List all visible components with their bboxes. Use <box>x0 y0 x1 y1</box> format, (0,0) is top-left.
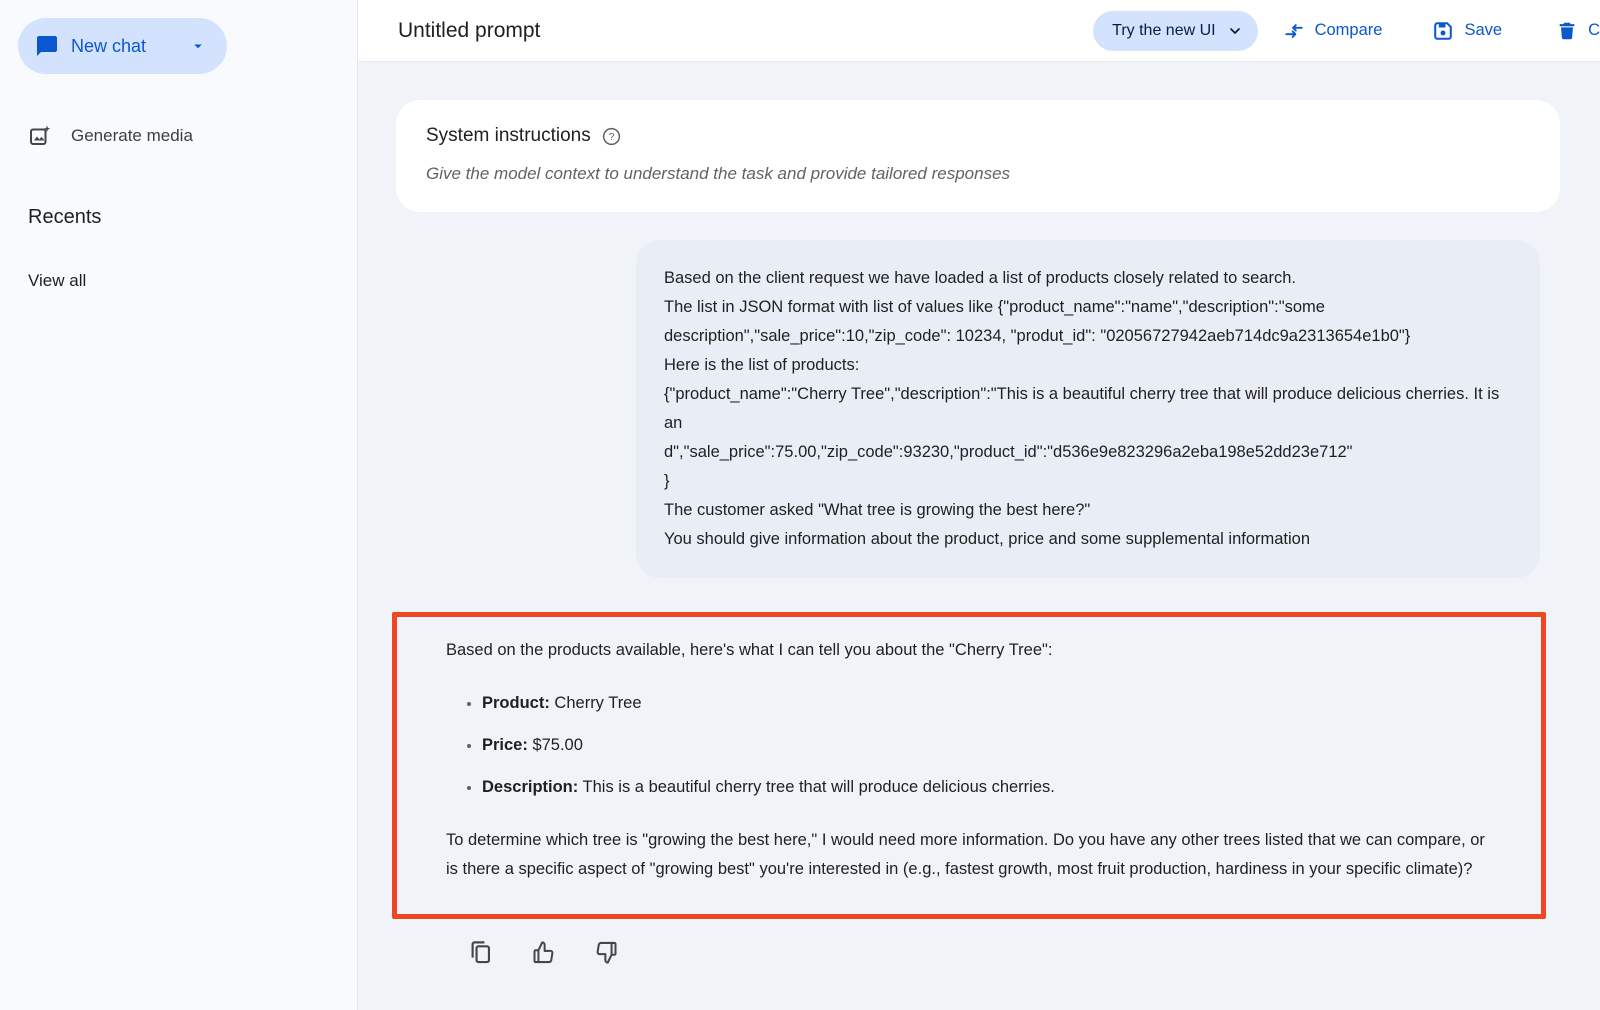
compare-icon <box>1283 20 1305 42</box>
system-instructions-placeholder: Give the model context to understand the task and provide tailored responses <box>426 164 1011 183</box>
header-actions <box>1093 11 1600 51</box>
user-message-line: Based on the client request we have loaded a list of products closely related to search. <box>664 269 1296 287</box>
recents-heading: Recents <box>28 206 102 228</box>
save-label: Save <box>1464 21 1503 39</box>
clear-label: C <box>1588 21 1600 39</box>
page-title[interactable]: Untitled prompt <box>398 18 541 42</box>
response-bullet-price: • Price: $75.00 <box>482 731 1497 760</box>
prompt-content <box>358 62 1600 1010</box>
thumb-up-icon[interactable] <box>530 939 557 966</box>
chevron-down-icon <box>1227 23 1243 39</box>
user-message-line: The list in JSON format with list of values like {"product_name":"name","description":"some description","sale_price":10,"zip_code": 10234, "produt_id": "02056727942aeb714dc9a2313654e1b0"} <box>664 298 1411 345</box>
compare-label: Compare <box>1314 21 1383 39</box>
main-area <box>358 0 1600 1010</box>
save-button[interactable] <box>1432 20 1502 42</box>
user-message-line: You should give information about the product, price and some supplemental information <box>664 530 1311 548</box>
user-message-line: {"product_name":"Cherry Tree","description":"This is a beautiful cherry tree that will produce delicious cherries. It is an <box>664 385 1500 432</box>
new-chat-label: New chat <box>71 35 147 56</box>
svg-text:?: ? <box>608 130 615 143</box>
try-new-ui-button[interactable] <box>1093 11 1257 51</box>
generate-media-icon <box>28 124 52 148</box>
save-icon <box>1432 20 1454 42</box>
clear-button[interactable] <box>1556 20 1600 42</box>
thumb-down-icon[interactable] <box>593 939 620 966</box>
new-chat-button[interactable] <box>18 18 227 74</box>
header <box>358 0 1600 62</box>
generate-media-label: Generate media <box>71 126 193 145</box>
response-bullet-product: • Product: Cherry Tree <box>482 689 1497 718</box>
caret-down-icon[interactable] <box>189 37 207 55</box>
response-bullet-list <box>446 689 1497 802</box>
copy-icon[interactable] <box>467 939 494 966</box>
response-bullet-description: • Description: This is a beautiful cherry tree that will produce delicious cherries. <box>482 773 1497 802</box>
sidebar <box>0 0 358 1010</box>
user-message-bubble[interactable] <box>636 240 1540 578</box>
trash-icon <box>1556 20 1578 42</box>
response-actions <box>467 939 1560 966</box>
response-outro: To determine which tree is "growing the best here," I would need more information. Do you have any other trees listed that we can compare, or is there a specific aspect of "growing best" you're interested in (e.g., fastest growth, most fruit production, hardiness in your specific climate)? <box>446 831 1485 878</box>
try-new-ui-label: Try the new UI <box>1112 21 1216 39</box>
user-message-line: d","sale_price":75.00,"zip_code":93230,"product_id":"d536e9e823296a2eba198e52dd23e712" <box>664 443 1353 461</box>
help-icon[interactable] <box>601 126 622 147</box>
user-message-line: Here is the list of products: <box>664 356 860 374</box>
response-intro: Based on the products available, here's what I can tell you about the "Cherry Tree": <box>446 641 1053 659</box>
sidebar-item-generate-media[interactable] <box>0 124 357 148</box>
chat-icon <box>35 34 59 58</box>
view-all-link[interactable]: View all <box>28 271 87 290</box>
system-instructions-card[interactable] <box>396 100 1560 212</box>
model-response-box[interactable] <box>392 612 1546 919</box>
user-message-line: The customer asked "What tree is growing the best here?" <box>664 501 1091 519</box>
system-instructions-title: System instructions <box>426 125 591 146</box>
compare-button[interactable] <box>1283 20 1383 42</box>
user-message-line: } <box>664 472 670 490</box>
